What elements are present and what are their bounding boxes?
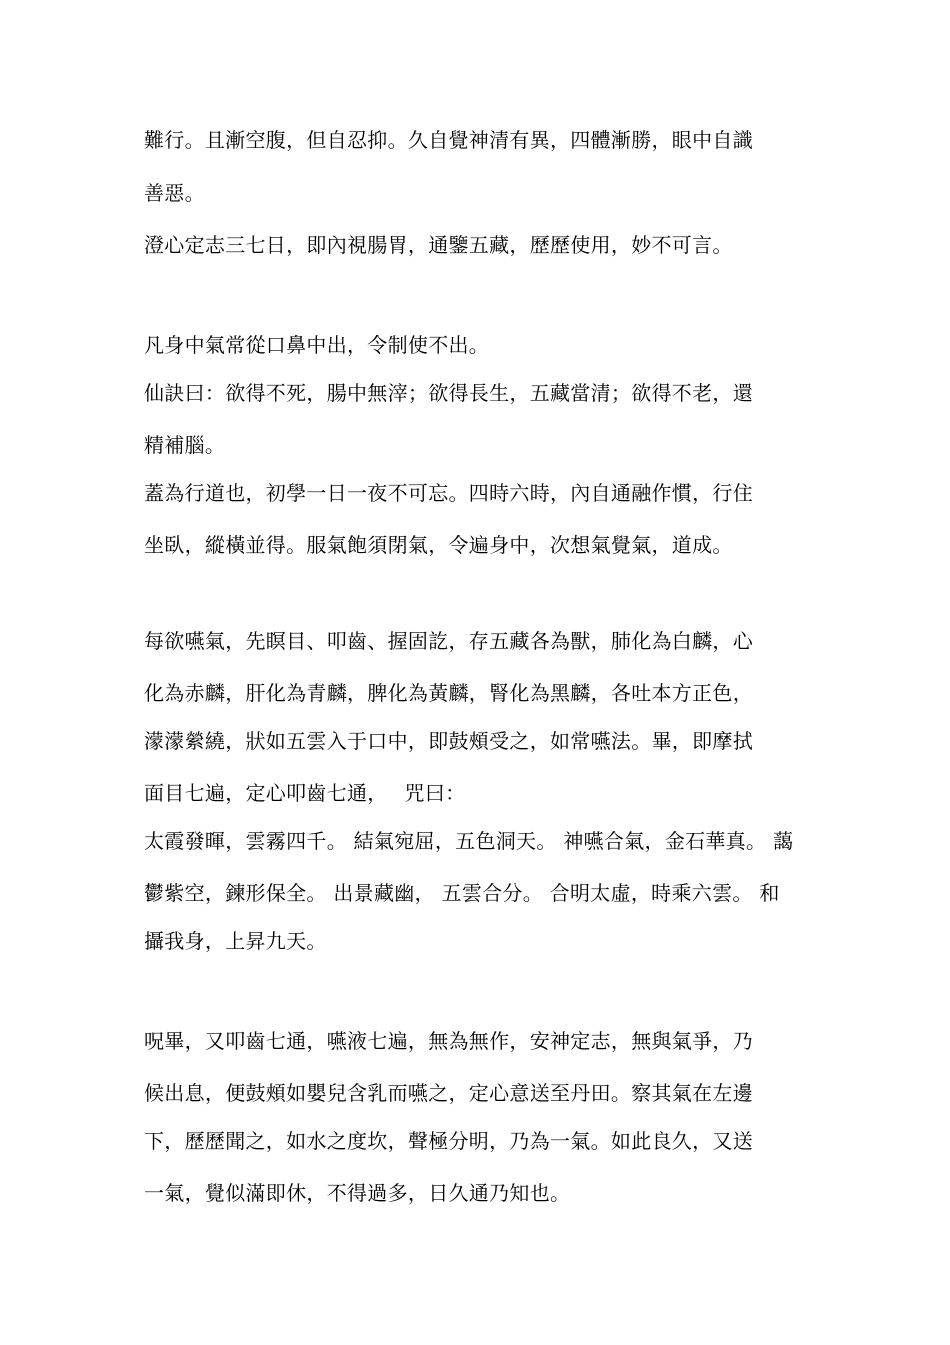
text-line: 善惡。 [144,181,205,205]
text-line: 澄心定志三七日，即內視腸胃，通鑒五藏，歷歷使用，妙不可言。 [144,233,733,257]
text-line: 精補腦。 [144,433,226,457]
text-line: 蓋為行道也，初學一日一夜不可忘。四時六時，內自通融作慣，行住 [144,481,753,505]
text-line: 化為赤麟，肝化為青麟，脾化為黃麟，腎化為黑麟，各吐本方正色， [144,681,753,705]
text-line: 難行。且漸空腹，但自忍抑。久自覺神清有異，四體漸勝，眼中自識 [144,128,753,152]
text-line: 鬱紫空，鍊形保全。 出景藏幽， 五雲合分。 合明太虛，時乘六雲。 和 [144,881,780,905]
text-line: 一氣，覺似滿即休，不得過多，日久通乃知也。 [144,1181,571,1205]
text-line: 下，歷歷聞之，如水之度坎，聲極分明，乃為一氣。如此良久，又送 [144,1129,753,1153]
text-line: 呪畢，又叩齒七通，嚥液七遍，無為無作，安神定志，無與氣爭，乃 [144,1029,753,1053]
text-line: 仙訣曰：欲得不死，腸中無滓；欲得長生，五藏當清；欲得不老，還 [144,381,753,405]
text-line: 每欲嚥氣，先瞑目、叩齒、握固訖，存五藏各為獸，肺化為白麟，心 [144,629,753,653]
text-line: 攝我身，上昇九天。 [144,929,327,953]
text-line: 太霞發暉，雲霧四千。 結氣宛屈，五色洞天。 神嚥合氣，金石華真。 藹 [144,829,794,853]
text-line: 面目七遍，定心叩齒七通， 咒曰： [144,781,466,805]
text-line: 坐臥，縱橫並得。服氣飽須閉氣，令遍身中，次想氣覺氣，道成。 [144,533,733,557]
text-line: 濛濛縈繞，狀如五雲入于口中，即鼓頰受之，如常嚥法。畢，即摩拭 [144,729,753,753]
text-line: 凡身中氣常從口鼻中出，令制使不出。 [144,333,490,357]
text-line: 候出息，便鼓頰如嬰兒含乳而嚥之，定心意送至丹田。察其氣在左邊 [144,1081,753,1105]
